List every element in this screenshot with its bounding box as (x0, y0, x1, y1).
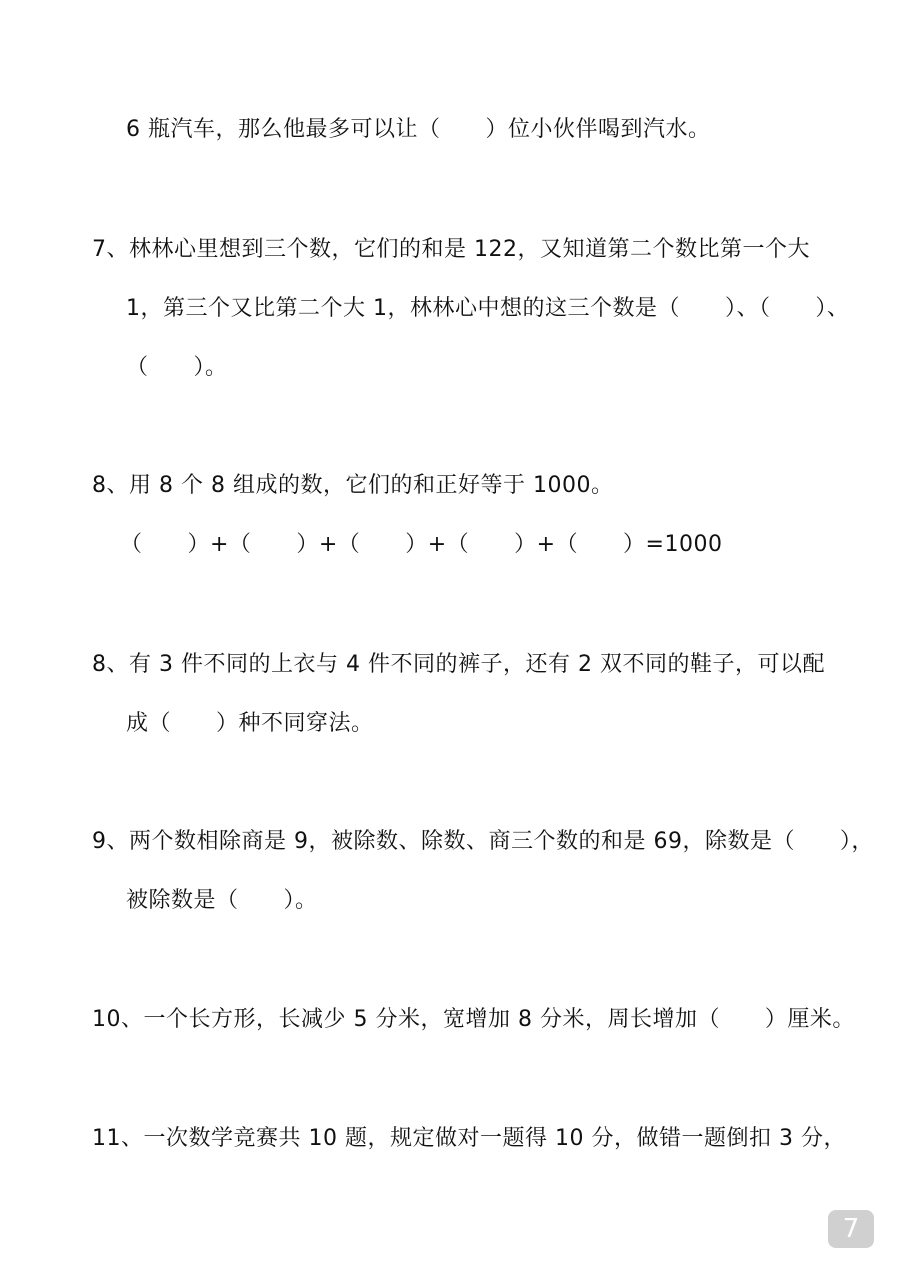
q6-continuation-line: 6 瓶汽车，那么他最多可以让（ ）位小伙伴喝到汽水。 (126, 117, 711, 142)
q8b-line-1: 8、有 3 件不同的上衣与 4 件不同的裤子，还有 2 双不同的鞋子，可以配 (92, 652, 825, 677)
q8a-line-1: 8、用 8 个 8 组成的数，它们的和正好等于 1000。 (92, 473, 614, 498)
q9-line-2: 被除数是（ ）。 (126, 888, 318, 913)
page-number-badge: 7 (828, 1210, 874, 1248)
q8a-equation: （ ）+（ ）+（ ）+（ ）+（ ）=1000 (120, 532, 723, 557)
q8b-line-2: 成（ ）种不同穿法。 (126, 711, 374, 736)
q7-line-2: 1，第三个又比第二个大 1，林林心中想的这三个数是（ ）、（ ）、 (126, 296, 850, 321)
q9-line-1: 9、两个数相除商是 9，被除数、除数、商三个数的和是 69，除数是（ ）， (92, 829, 874, 854)
q10-line-1: 10、一个长方形，长减少 5 分米，宽增加 8 分米，周长增加（ ）厘米。 (92, 1007, 855, 1032)
q11-line-1: 11、一次数学竞赛共 10 题，规定做对一题得 10 分，做错一题倒扣 3 分， (92, 1126, 846, 1151)
q7-line-1: 7、林林心里想到三个数，它们的和是 122，又知道第二个数比第一个大 (92, 237, 810, 262)
q7-line-3: （ ）。 (126, 355, 228, 380)
